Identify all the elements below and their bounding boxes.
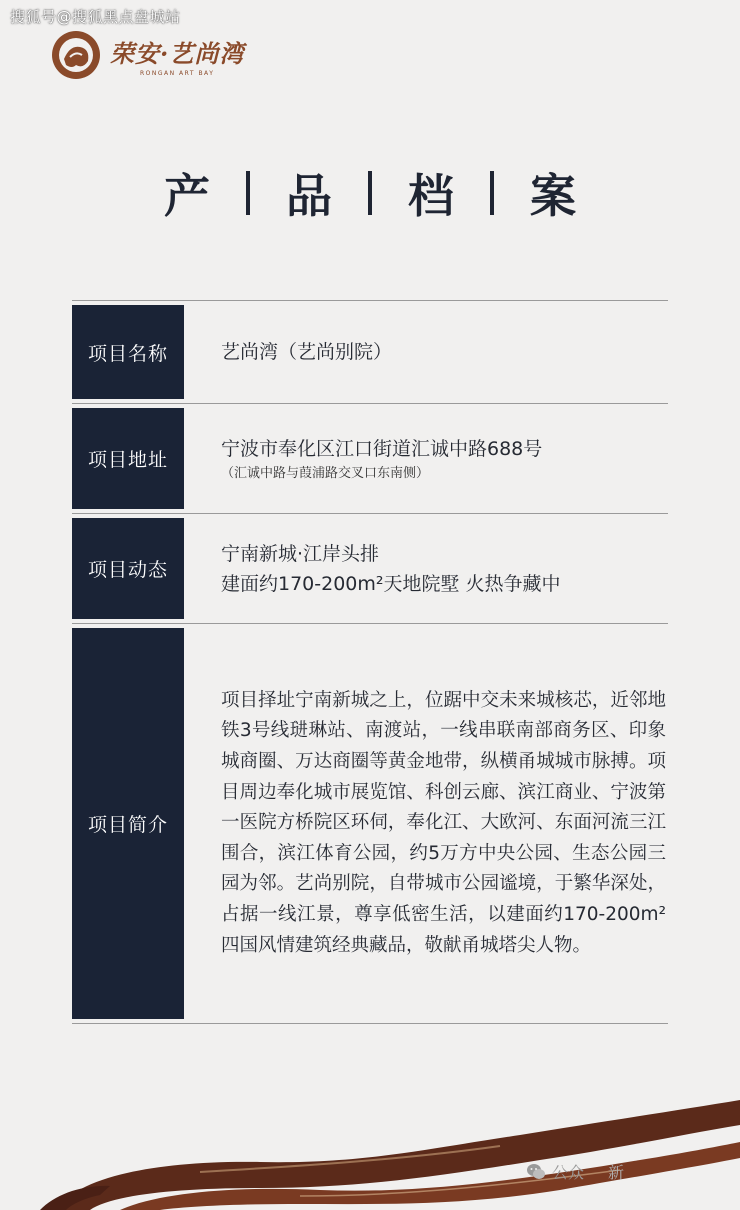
row-label: 项目地址 [72, 408, 184, 509]
brand-logo [50, 28, 250, 82]
project-intro-text: 项目择址宁南新城之上，位踞中交未来城核芯，近邻地铁3号线琎琳站、南渡站，一线串联南部商务区、印象城商圈、万达商圈等黄金地带，纵横甬城城市脉搏。项目周边奉化城市展览馆、科创云廊、滨江商业、宁波第一医院方桥院区环伺，奉化江、大欧河、东面河流三江围合，滨江体育公园，约5万方中央公园、生态公园三园为邻。艺尚别院，自带城市公园谧境，于繁华深处，占据一线江景，尊享低密生活，以建面约170-200m²四国风情建筑经典藏品，敬献甬城塔尖人物。 [221, 689, 666, 956]
row-content [184, 305, 668, 399]
product-info-table [72, 300, 668, 1024]
project-address-note: （汇诚中路与葭浦路交叉口东南侧） [221, 465, 430, 481]
wechat-account-text: 公众 [552, 1163, 585, 1182]
row-label: 项目名称 [72, 305, 184, 399]
wechat-icon [526, 1163, 546, 1181]
row-content [184, 518, 668, 619]
title-char: 产 [164, 169, 210, 223]
title-char: 品 [286, 169, 332, 223]
wechat-account-mark [526, 1160, 624, 1183]
title-separator [490, 171, 494, 215]
wechat-account-extra: 新 [608, 1163, 625, 1182]
watermark-text: 搜狐号@搜狐黑点盘城站 [10, 8, 181, 26]
project-status-line: 建面约170-200m²天地院墅 火热争藏中 [221, 572, 561, 595]
row-content [184, 408, 668, 509]
title-separator [368, 171, 372, 215]
logo-chinese-text: 荣安·艺尚湾 [110, 38, 245, 68]
title-char: 案 [530, 169, 576, 223]
ink-brush-decoration [0, 1100, 740, 1210]
logo-english-text: RONGAN ART BAY [140, 69, 215, 77]
title-separator [246, 171, 250, 215]
row-label: 项目动态 [72, 518, 184, 619]
table-row [72, 514, 668, 624]
title-char: 档 [408, 169, 454, 223]
project-name-text: 艺尚湾（艺尚别院） [221, 341, 393, 363]
project-address-text: 宁波市奉化区江口街道汇诚中路688号 [221, 437, 543, 460]
table-row [72, 624, 668, 1024]
project-status-line: 宁南新城·江岸头排 [221, 542, 380, 565]
logo-emblem-icon [50, 29, 102, 81]
table-row [72, 404, 668, 514]
table-row [72, 301, 668, 404]
page-title [0, 160, 740, 226]
row-label: 项目简介 [72, 628, 184, 1019]
